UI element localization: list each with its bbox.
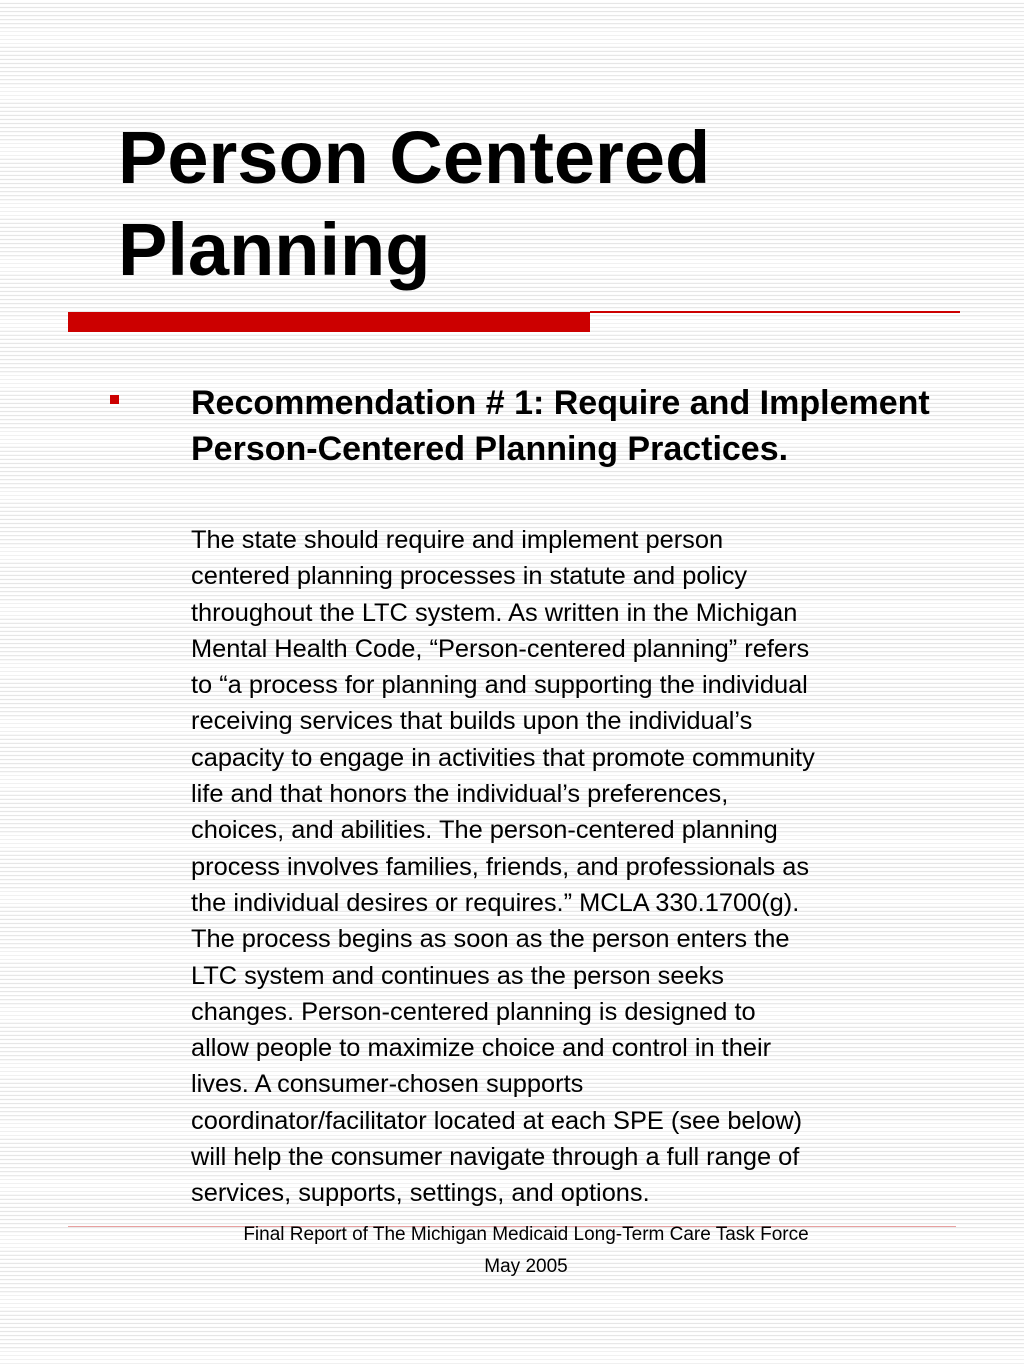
footer-date: May 2005 [484, 1256, 568, 1277]
footer [0, 1219, 1024, 1283]
recommendation-heading: Recommendation # 1: Require and Implement Person-Centered Planning Practices. [191, 384, 930, 468]
footer-source-line: Final Report of The Michigan Medicaid Long-Term Care Task Force [243, 1224, 809, 1245]
slide-title: Person Centered Planning [118, 116, 711, 291]
square-bullet-icon [110, 395, 119, 404]
title-underline-thick [68, 312, 590, 332]
title-underline-thin [590, 311, 960, 313]
recommendation-body-text: The state should require and implement person centered planning processes in statute and policy throughout the LTC system. As written in the Michigan Mental Health Code, “Person-centered planning” refers to “a process for planning and supporting the individual receiving services that builds upon the individual’s capacity to engage in activities that promote community life and that honors the individual’s preferences, choices, and abilities. The person-centered planning process involves families, friends, and professionals as the individual desires or requires.” MCLA 330.1700(g). The process begins as soon as the person enters the LTC system and continues as the person seeks changes. Person-centered planning is designed to allow people to maximize choice and control in their lives. A consumer-chosen supports coordinator/facilitator located at each SPE (see below) will help the consumer navigate through a full range of services, supports, settings, and options. [191, 526, 815, 1208]
